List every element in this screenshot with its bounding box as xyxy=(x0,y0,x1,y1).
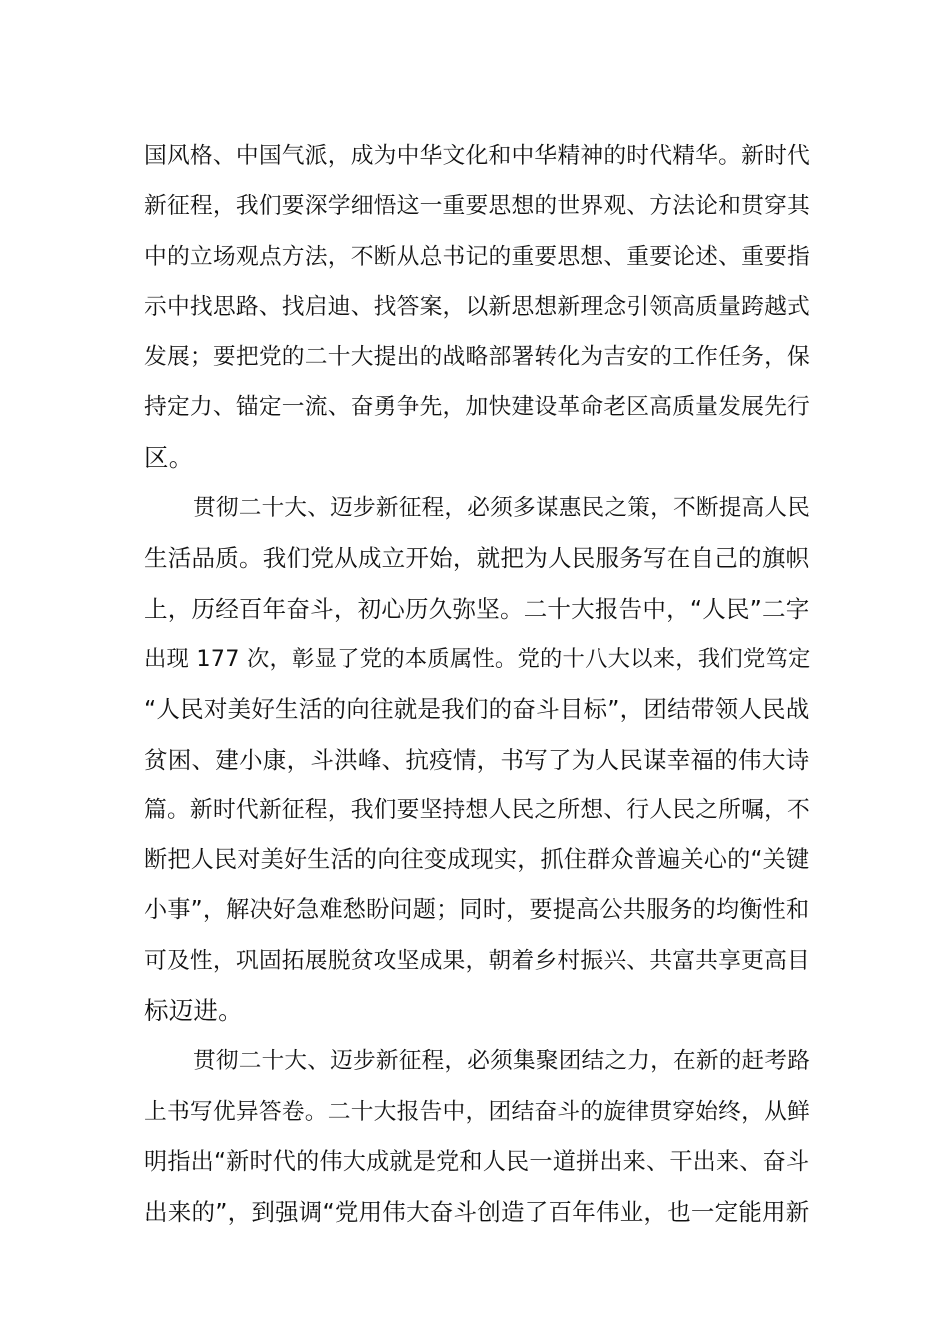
text-line: 示中找思路、找启迪、找答案，以新思想新理念引领高质量跨越式 xyxy=(144,293,811,320)
text-line: 生活品质。我们党从成立开始，就把为人民服务写在自己的旗帜 xyxy=(144,544,810,573)
text-line: 可及性，巩固拓展脱贫攻坚成果，朝着乡村振兴、共富共享更高目 xyxy=(144,947,811,974)
text-line: 上书写优异答卷。二十大报告中，团结奋斗的旋律贯穿始终，从鲜 xyxy=(144,1098,811,1125)
text-line: 国风格、中国气派，成为中华文化和中华精神的时代精华。新时代 xyxy=(144,143,811,169)
text-line: 上，历经百年奋斗，初心历久弥坚。二十大报告中，“人民”二字 xyxy=(144,594,810,623)
text-line: 出现 177 次，彰显了党的本质属性。党的十八大以来，我们党笃定 xyxy=(144,645,811,672)
document-body xyxy=(144,131,810,1238)
text-line: 发展；要把党的二十大提出的战略部署转化为吉安的工作任务，保 xyxy=(144,344,811,371)
text-line: 新征程，我们要深学细悟这一重要思想的世界观、方法论和贯穿其 xyxy=(144,193,811,220)
text-line: 出来的”，到强调“党用伟大奋斗创造了百年伟业，也一定能用新 xyxy=(144,1198,810,1227)
paragraph-first-line: 贯彻二十大、迈步新征程，必须多谋惠民之策，不断提高人民 xyxy=(193,495,811,522)
text-line: 篇。新时代新征程，我们要坚持想人民之所想、行人民之所嘱，不 xyxy=(144,796,811,823)
text-line: 断把人民对美好生活的向往变成现实，抓住群众普遍关心的“关键 xyxy=(144,847,810,874)
text-line: 持定力、锚定一流、奋勇争先，加快建设革命老区高质量发展先行 xyxy=(144,394,811,421)
text-line: 中的立场观点方法，不断从总书记的重要思想、重要论述、重要指 xyxy=(144,243,811,270)
text-line: 标迈进。 xyxy=(144,996,243,1026)
text-line: “人民对美好生活的向往就是我们的奋斗目标”，团结带领人民战 xyxy=(144,695,810,724)
text-line: 明指出“新时代的伟大成就是党和人民一道拼出来、干出来、奋斗 xyxy=(144,1148,810,1175)
text-line: 小事”，解决好急难愁盼问题；同时，要提高公共服务的均衡性和 xyxy=(144,897,810,924)
text-line: 贫困、建小康，斗洪峰、抗疫情，书写了为人民谋幸福的伟大诗 xyxy=(144,745,810,774)
paragraph-first-line: 贯彻二十大、迈步新征程，必须集聚团结之力，在新的赶考路 xyxy=(193,1048,811,1075)
text-line: 区。 xyxy=(144,442,194,472)
